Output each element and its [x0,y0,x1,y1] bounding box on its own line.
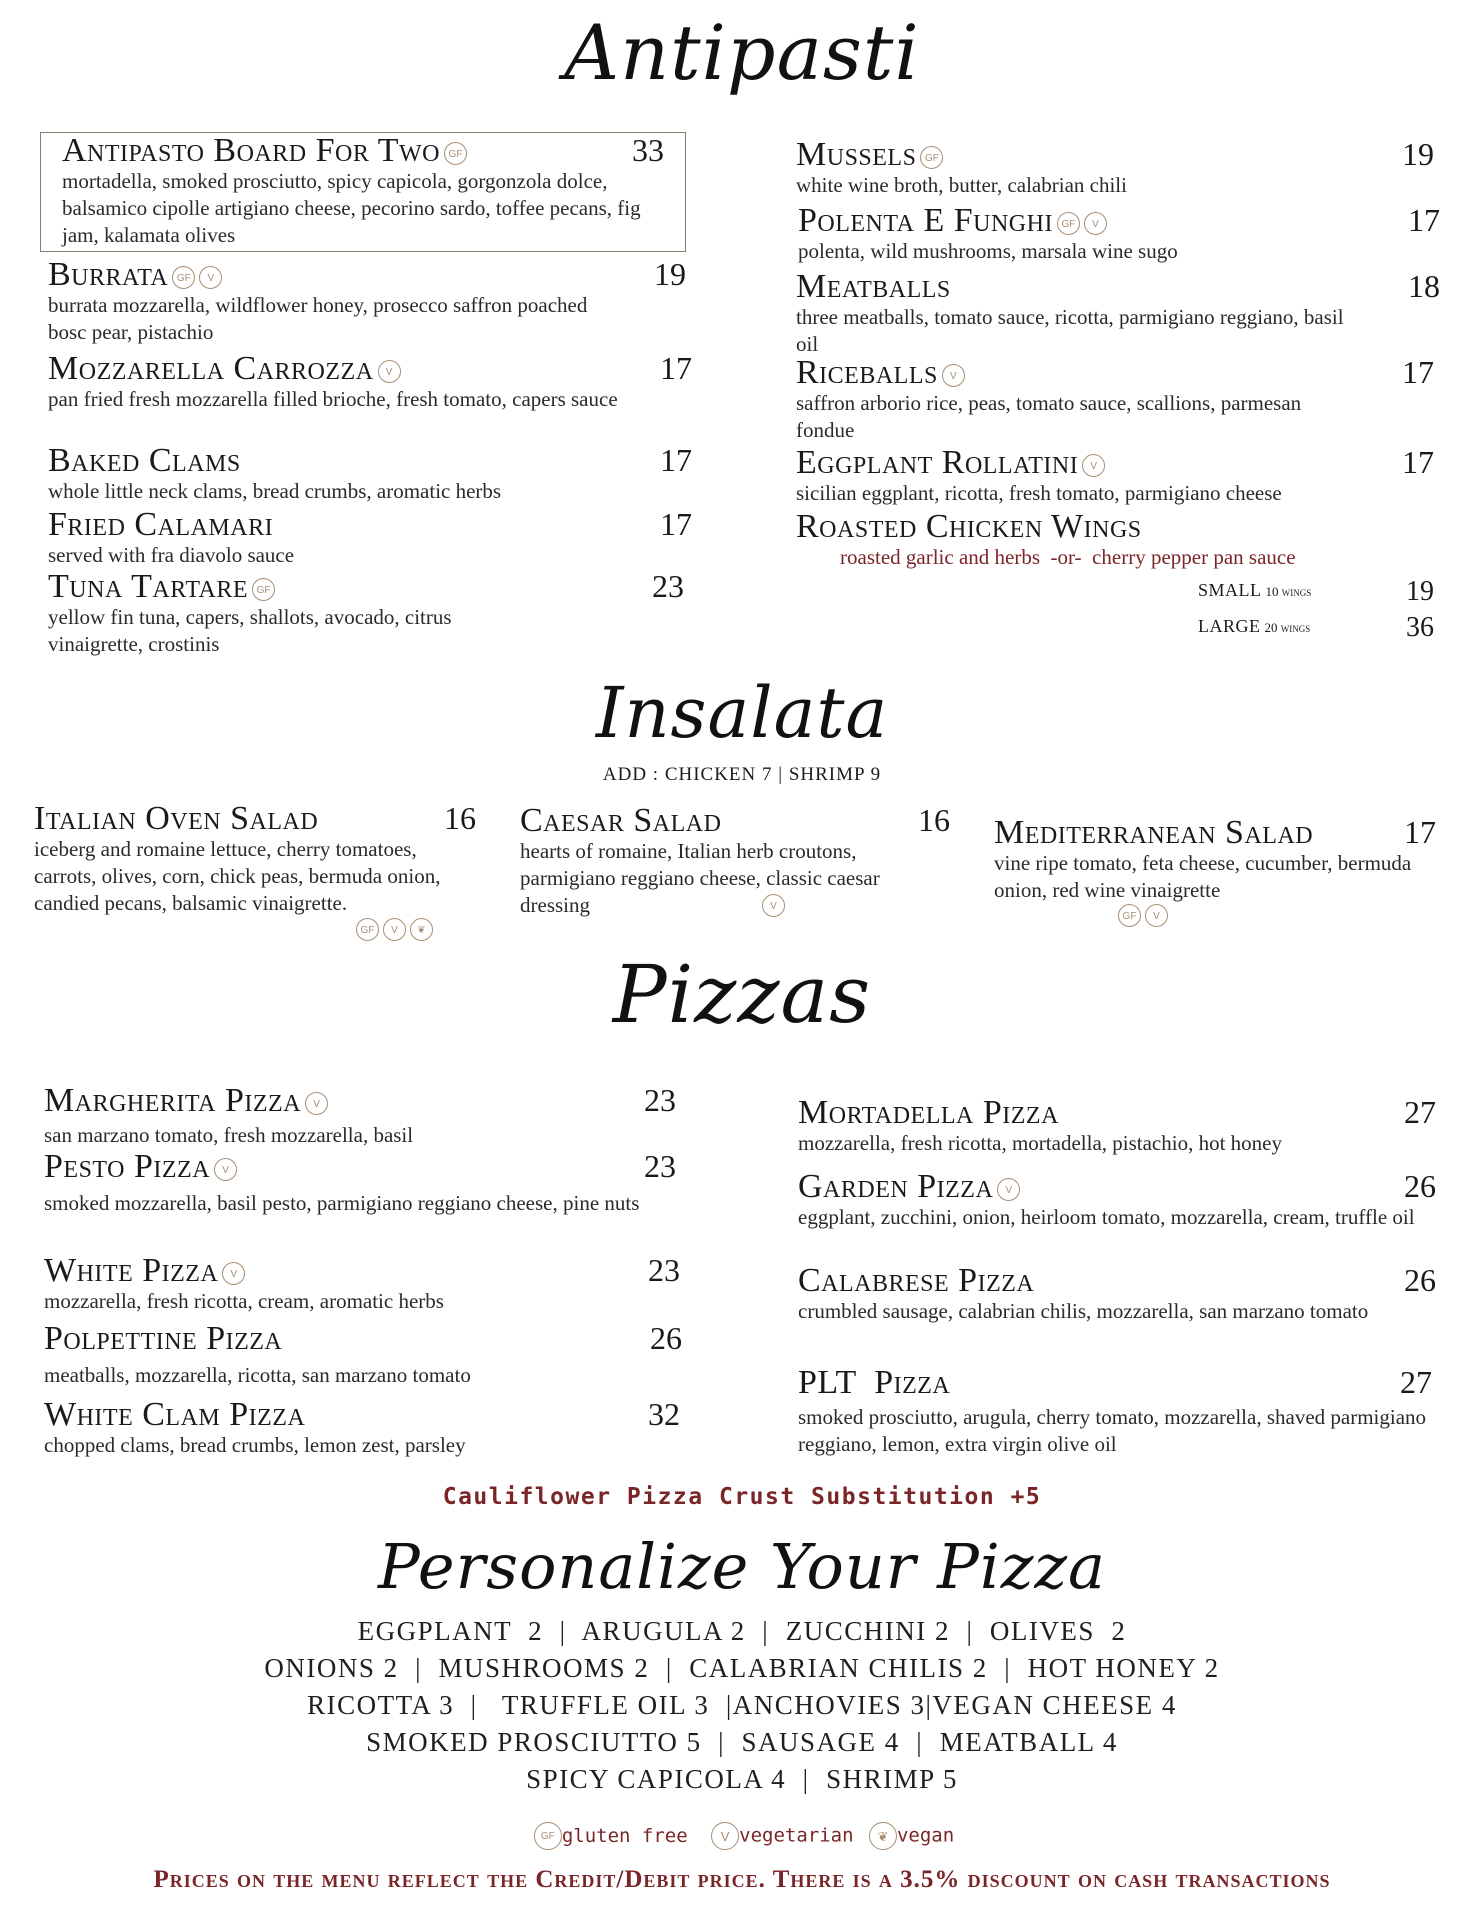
item-description: yellow fin tuna, capers, shallots, avocado, citrus vinaigrette, crostinis [48,605,452,656]
gluten-free-icon: GF [534,1822,562,1850]
addon-line: EGGPLANT 2 | ARUGULA 2 | ZUCCHINI 2 | OLIVES 2 [357,1616,1127,1646]
menu-item-pesto-pizza [44,1150,694,1217]
item-price: 26 [1404,1262,1436,1298]
item-description: three meatballs, tomato sauce, ricotta, parmigiano reggiano, basil oil [796,305,1344,356]
item-description: hearts of romaine, Italian herb croutons, parmigiano reggiano cheese, classic caesar dressing [520,839,880,917]
item-price: 19 [654,256,686,292]
item-description: eggplant, zucchini, onion, heirloom tomato, mozzarella, cream, truffle oil [798,1205,1415,1229]
item-description: crumbled sausage, calabrian chilis, mozzarella, san marzano tomato [798,1299,1369,1323]
item-description: white wine broth, butter, calabrian chili [796,173,1127,197]
gluten-free-icon: GF [252,578,275,601]
item-description: chopped clams, bread crumbs, lemon zest, parsley [44,1433,466,1457]
menu-item-meatballs [796,270,1446,358]
vegan-leaf-icon: ❦ [869,1822,897,1850]
wings-price: 36 [1406,612,1434,643]
gluten-free-icon: GF [356,918,379,941]
gluten-free-icon: GF [172,266,195,289]
item-description: smoked mozzarella, basil pesto, parmigiano reggiano cheese, pine nuts [44,1191,640,1215]
item-price: 26 [1404,1168,1436,1204]
item-name: Calabrese Pizza [798,1262,1035,1299]
menu-item-roasted-chicken-wings [796,510,1446,571]
item-name: Garden Pizza [798,1168,994,1205]
menu-item-baked-clams [48,442,692,505]
item-name: White Clam Pizza [44,1396,306,1433]
gluten-free-icon: GF [1118,904,1141,927]
item-price: 17 [1402,354,1434,390]
item-description: san marzano tomato, fresh mozzarella, basil [44,1123,414,1147]
vegetarian-icon: V [222,1262,245,1285]
item-name: Fried Calamari [48,506,274,543]
item-name: Polenta E Funghi [798,202,1053,239]
item-description: roasted garlic and herbs -or- cherry pepper pan sauce [840,545,1296,569]
menu-item-eggplant-rollatini [796,446,1446,507]
vegetarian-icon: V [199,266,222,289]
gluten-free-icon: GF [444,142,467,165]
menu-item-italian-oven-salad [34,800,489,936]
menu-item-antipasto-board [62,134,674,249]
item-name: Polpettine Pizza [44,1320,283,1357]
item-description: smoked prosciutto, arugula, cherry tomato, mozzarella, shaved parmigiano reggiano, lemon, extra virgin olive oil [798,1405,1427,1456]
item-price: 17 [660,442,692,478]
item-description: mortadella, smoked prosciutto, spicy capicola, gorgonzola dolce, balsamico cipolle artigiano cheese, pecorino sardo, toffee pecans, fig jam, kalamata olives [62,169,641,247]
menu-item-polenta-e-funghi [798,204,1448,265]
diet-badges [1114,904,1168,927]
item-name: PLT Pizza [798,1364,951,1401]
item-price: 16 [444,800,476,836]
item-name: Mussels [796,136,917,173]
section-title-insalata: Insalata [595,672,889,754]
item-description: mozzarella, fresh ricotta, mortadella, pistachio, hot honey [798,1131,1282,1155]
diet-badges [352,918,433,941]
item-description: vine ripe tomato, feta cheese, cucumber, bermuda onion, red wine vinaigrette [994,851,1412,902]
item-name: Mortadella Pizza [798,1094,1059,1131]
item-description: mozzarella, fresh ricotta, cream, aromatic herbs [44,1289,444,1313]
item-description: pan fried fresh mozzarella filled brioche, fresh tomato, capers sauce [48,387,618,411]
menu-item-polpettine-pizza [44,1322,694,1389]
vegetarian-icon: V [383,918,406,941]
gluten-free-icon: GF [920,146,943,169]
item-name: Antipasto Board For Two [62,132,440,169]
item-price: 17 [1402,444,1434,480]
menu-item-margherita-pizza [44,1084,694,1149]
menu-item-mediterranean-salad [994,814,1450,922]
menu-item-calabrese-pizza [798,1264,1448,1325]
item-price: 17 [660,506,692,542]
item-name: Riceballs [796,354,938,391]
item-name: Mozzarella Carrozza [48,350,374,387]
item-name: Tuna Tartare [48,568,249,605]
vegetarian-icon: V [378,360,401,383]
item-price: 17 [1404,814,1436,850]
vegetarian-icon: V [1082,454,1105,477]
menu-item-mussels [796,138,1446,199]
item-price: 33 [632,132,664,168]
item-description: burrata mozzarella, wildflower honey, prosecco saffron poached bosc pear, pistachio [48,293,588,344]
section-title-antipasti: Antipasti [564,8,920,97]
item-price: 23 [644,1148,676,1184]
diet-legend [0,1822,1484,1850]
item-price: 26 [650,1320,682,1356]
legend-vegan: vegan [896,1824,955,1847]
vegetarian-icon: V [997,1178,1020,1201]
item-name: Pesto Pizza [44,1148,211,1185]
item-price: 19 [1402,136,1434,172]
menu-item-riceballs [796,356,1446,444]
wings-price: 19 [1406,576,1434,607]
item-name: Baked Clams [48,442,241,479]
wings-count: 10 wings [1265,584,1312,599]
item-price: 18 [1408,268,1440,304]
addon-line: RICOTTA 3 | TRUFFLE OIL 3 |ANCHOVIES 3|VEGAN CHEESE 4 [307,1690,1177,1720]
menu-item-mozzarella-carrozza [48,350,692,413]
item-price: 23 [652,568,684,604]
item-description: iceberg and romaine lettuce, cherry tomatoes, carrots, olives, corn, chick peas, bermuda onion, candied pecans, balsamic vinaigrette. [34,837,441,915]
menu-item-burrata [48,258,688,346]
legend-vegetarian: vegetarian [739,1824,854,1847]
wings-count: 20 wings [1264,620,1311,635]
pricing-footer-note: Prices on the menu reflect the Credit/Debit price. There is a 3.5% discount on cash transactions [153,1866,1331,1893]
gluten-free-icon: GF [1057,212,1080,235]
addon-line: SPICY CAPICOLA 4 | SHRIMP 5 [526,1764,958,1794]
item-price: 23 [648,1252,680,1288]
menu-item-white-pizza [44,1254,694,1315]
vegetarian-icon: V [762,894,785,917]
menu-item-plt-pizza [798,1366,1448,1458]
item-price: 23 [644,1082,676,1118]
item-name: Roasted Chicken Wings [796,508,1142,545]
vegan-leaf-icon: ❦ [410,918,433,941]
addon-line: SMOKED PROSCIUTTO 5 | SAUSAGE 4 | MEATBALL 4 [366,1727,1118,1757]
menu-item-caesar-salad [520,804,960,919]
vegetarian-icon: V [711,1822,739,1850]
diet-badges [758,894,785,917]
item-price: 27 [1400,1364,1432,1400]
vegetarian-icon: V [214,1158,237,1181]
vegetarian-icon: V [305,1092,328,1115]
item-name: Meatballs [796,268,951,305]
section-title-pizzas: Pizzas [612,948,872,1041]
item-description: whole little neck clams, bread crumbs, aromatic herbs [48,479,502,503]
cauliflower-crust-note: Cauliflower Pizza Crust Substitution +5 [442,1484,1042,1510]
item-price: 32 [648,1396,680,1432]
section-title-personalize: Personalize Your Pizza [377,1530,1106,1603]
item-name: Burrata [48,256,169,293]
item-price: 17 [660,350,692,386]
menu-item-mortadella-pizza [798,1096,1448,1157]
item-name: Caesar Salad [520,802,722,839]
item-name: Italian Oven Salad [34,800,319,837]
wings-large [1198,612,1438,643]
item-price: 16 [918,802,950,838]
item-name: Eggplant Rollatini [796,444,1079,481]
vegetarian-icon: V [1084,212,1107,235]
menu-item-tuna-tartare [48,570,688,658]
item-price: 17 [1408,202,1440,238]
item-description: sicilian eggplant, ricotta, fresh tomato, parmigiano cheese [796,481,1282,505]
item-name: White Pizza [44,1252,219,1289]
item-name: Mediterranean Salad [994,814,1314,851]
item-description: served with fra diavolo sauce [48,543,295,567]
wings-size: LARGE [1198,616,1261,636]
vegetarian-icon: V [942,364,965,387]
item-description: meatballs, mozzarella, ricotta, san marzano tomato [44,1363,471,1387]
vegetarian-icon: V [1145,904,1168,927]
wings-small [1198,576,1438,607]
item-description: saffron arborio rice, peas, tomato sauce, scallions, parmesan fondue [796,391,1302,442]
item-price: 27 [1404,1094,1436,1130]
wings-size: SMALL [1198,580,1262,600]
menu-item-garden-pizza [798,1170,1448,1231]
item-name: Margherita Pizza [44,1082,302,1119]
menu-item-white-clam-pizza [44,1398,694,1459]
insalata-add-ons: ADD : CHICKEN 7 | SHRIMP 9 [602,764,882,785]
addon-line: ONIONS 2 | MUSHROOMS 2 | CALABRIAN CHILIS 2 | HOT HONEY 2 [264,1653,1220,1683]
menu-item-fried-calamari [48,506,692,569]
legend-gluten-free: gluten free [561,1824,688,1847]
item-description: polenta, wild mushrooms, marsala wine sugo [798,239,1178,263]
